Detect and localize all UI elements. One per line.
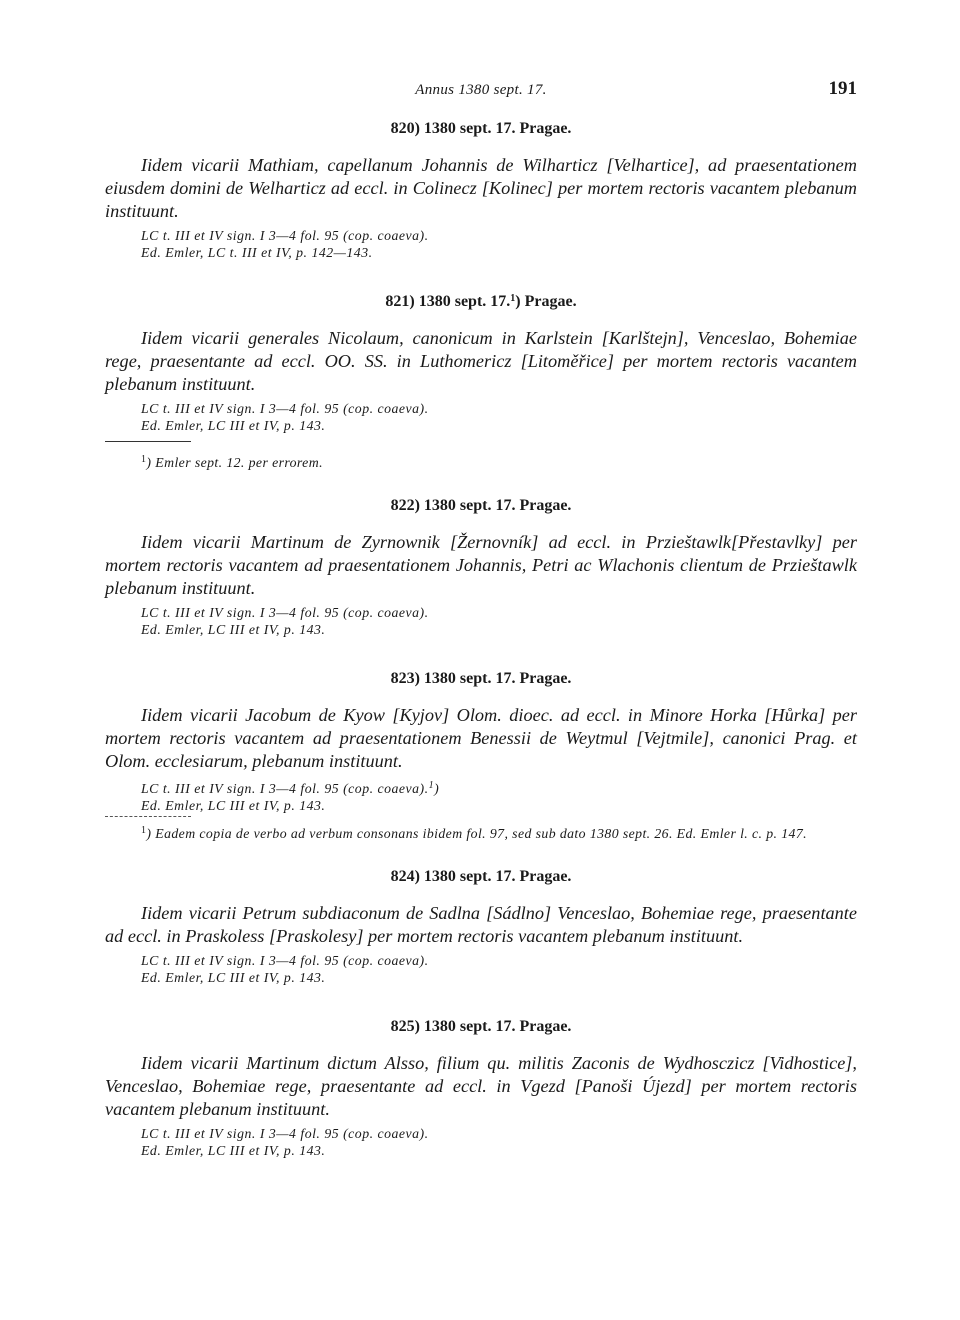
entry-text: Iidem vicarii Martinum de Zyrnownik [Žernovník] ad eccl. in Przieštawlk[Přestavlky] per mortem rectoris vacantem ad praesentationem Johannis, Petri ac Wlachonis clientum de Przieštawlk plebanum instituunt. bbox=[105, 532, 857, 598]
source-line: Ed. Emler, LC III et IV, p. 143. bbox=[141, 1142, 326, 1158]
source-list bbox=[141, 778, 857, 814]
entry-821 bbox=[105, 293, 857, 471]
entry-heading bbox=[105, 293, 857, 311]
source-line: LC t. III et IV sign. I 3—4 fol. 95 (cop. coaeva). bbox=[141, 605, 429, 620]
source-line: Ed. Emler, LC III et IV, p. 143. bbox=[141, 417, 326, 433]
source-line: Ed. Emler, LC III et IV, p. 143. bbox=[141, 969, 326, 985]
source-line: LC t. III et IV sign. I 3—4 fol. 95 (cop. coaeva). bbox=[141, 1126, 429, 1141]
entry-text: Iidem vicarii Mathiam, capellanum Johannis de Wilharticz [Velhartice], ad praesentationem eiusdem domini de Welharticz ad eccl. in Colinecz [Kolinec] per mortem rectoris vacantem plebanum instituunt. bbox=[105, 155, 857, 221]
source-line: LC t. III et IV sign. I 3—4 fol. 95 (cop. coaeva). bbox=[141, 953, 429, 968]
source-list bbox=[141, 1126, 857, 1159]
source-line: LC t. III et IV sign. I 3—4 fol. 95 (cop. coaeva). bbox=[141, 401, 429, 416]
running-header bbox=[105, 78, 857, 108]
source-line: Ed. Emler, LC III et IV, p. 143. bbox=[141, 621, 326, 637]
source-line: Ed. Emler, LC t. III et IV, p. 142—143. bbox=[141, 244, 373, 260]
entry-heading: 822) 1380 sept. 17. Pragae. bbox=[390, 497, 572, 514]
entry-824 bbox=[105, 868, 857, 986]
source-list bbox=[141, 401, 857, 434]
source-tail: ) bbox=[434, 781, 440, 796]
footnote-rule bbox=[105, 816, 191, 817]
source-list bbox=[141, 228, 857, 261]
footnote-text: ) Eadem copia de verbo ad verbum consonans ibidem fol. 97, sed sub dato 1380 sept. 26. Ed. Emler l. c. p. 147. bbox=[146, 826, 807, 841]
entry-823 bbox=[105, 670, 857, 842]
entry-heading: 823) 1380 sept. 17. Pragae. bbox=[390, 670, 572, 687]
running-title: Annus 1380 sept. 17. bbox=[415, 82, 547, 98]
source-line: Ed. Emler, LC III et IV, p. 143. bbox=[141, 797, 326, 813]
document-page bbox=[105, 78, 857, 1159]
source-line: LC t. III et IV sign. I 3—4 fol. 95 (cop. coaeva). bbox=[141, 228, 429, 243]
source-line bbox=[141, 778, 857, 798]
entry-heading: 824) 1380 sept. 17. Pragae. bbox=[390, 868, 572, 885]
entry-text: Iidem vicarii Martinum dictum Alsso, filium qu. militis Zaconis de Wydhosczicz [Vidhostice], Venceslao, Bohemiae rege, praesentante ad eccl. in Vgezd [Panoši Újezd] per mortem rectoris vacantem plebanum instituunt. bbox=[105, 1053, 857, 1119]
entry-820 bbox=[105, 120, 857, 261]
entry-text: Iidem vicarii generales Nicolaum, canonicum in Karlstein [Karlštejn], Venceslao, Bohemiae rege, praesentante ad eccl. OO. SS. in Luthomericz [Litoměřice] per mortem rectoris vacantem plebanum instituunt. bbox=[105, 328, 857, 394]
entry-heading: 825) 1380 sept. 17. Pragae. bbox=[390, 1018, 572, 1035]
footnote-rule bbox=[105, 441, 191, 442]
footnote-mark: 1 bbox=[141, 825, 147, 836]
source-list bbox=[141, 953, 857, 986]
entry-825 bbox=[105, 1018, 857, 1159]
footnote bbox=[105, 823, 857, 842]
footnote-ref: 1 bbox=[510, 293, 516, 304]
footnote bbox=[105, 452, 857, 471]
entry-text: Iidem vicarii Petrum subdiaconum de Sadlna [Sádlno] Venceslao, Bohemiae rege, praesentante ad eccl. in Praskoless [Praskolesy] per mortem rectoris vacantem plebanum instituunt. bbox=[105, 903, 857, 946]
entry-822 bbox=[105, 497, 857, 638]
heading-tail: ) Pragae. bbox=[515, 293, 577, 310]
entry-heading: 820) 1380 sept. 17. Pragae. bbox=[390, 120, 572, 137]
footnote-ref: 1 bbox=[428, 780, 435, 791]
footnote-text: ) Emler sept. 12. per errorem. bbox=[146, 455, 323, 470]
footnote-mark: 1 bbox=[141, 454, 147, 465]
page-number: 191 bbox=[828, 78, 857, 99]
entry-text: Iidem vicarii Jacobum de Kyow [Kyjov] Olom. dioec. ad eccl. in Minore Horka [Hůrka] per mortem rectoris vacantem ad praesentationem Benessii de Weytmul [Vejtmile], canonici Prag. et Olom. ecclesiarum, plebanum instituunt. bbox=[105, 705, 857, 771]
source-list bbox=[141, 605, 857, 638]
source-text: LC t. III et IV sign. I 3—4 fol. 95 (cop. coaeva). bbox=[141, 781, 429, 796]
heading-main: 821) 1380 sept. 17. bbox=[385, 293, 511, 310]
